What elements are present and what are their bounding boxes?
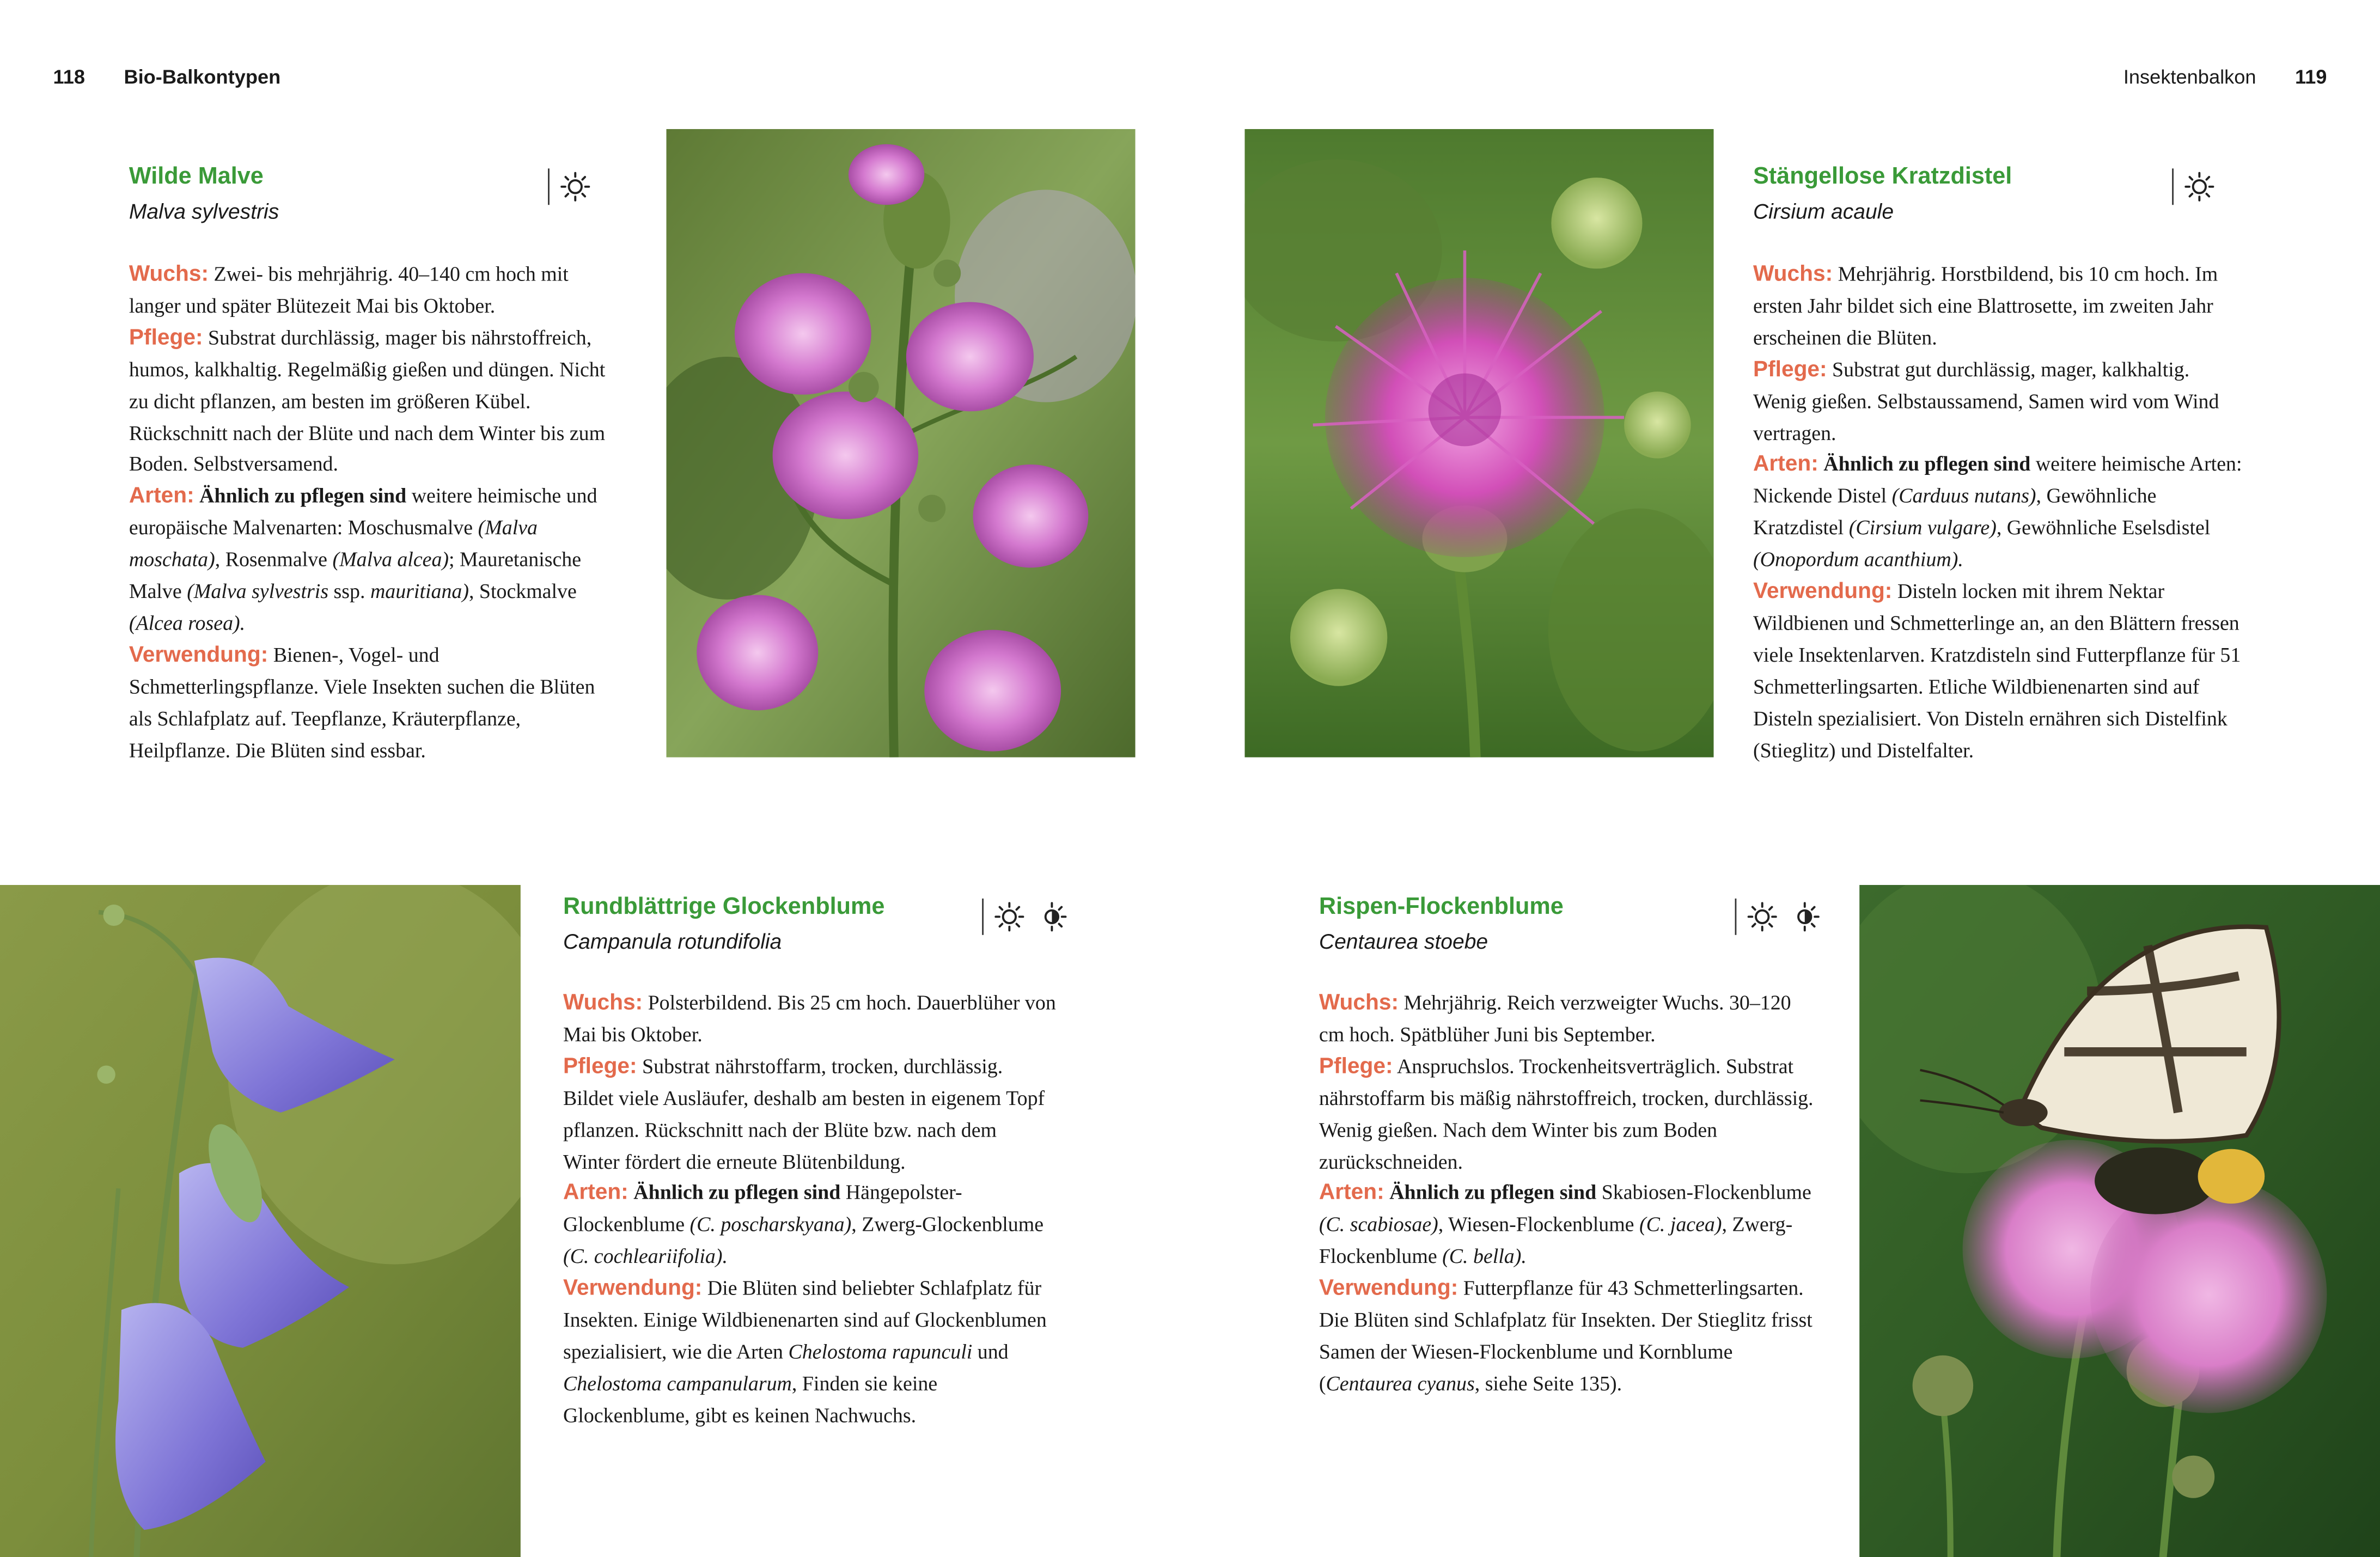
arten-latin: (Malva sylvestris <box>187 579 329 603</box>
arten-label: Arten: <box>563 1181 628 1206</box>
arten-text: , Zwerg-Glockenblume <box>851 1213 1044 1236</box>
arten-text: , Rosenmalve <box>215 548 333 571</box>
light-icons-cirsium <box>2172 167 2226 206</box>
plant-text-campanula <box>563 988 1057 1432</box>
pflege-text: Substrat gut durchlässig, mager, kalkhaltig. Wenig gießen. Selbstaussamend, Samen wird vom Wind vertragen. <box>1753 357 2219 444</box>
wuchs-label: Wuchs: <box>129 262 209 287</box>
verwendung-text: , Finden sie keine Glockenblume, gibt es keinen Nachwuchs. <box>563 1372 938 1427</box>
plant-name-cirsium: Stängellose Kratzdistel <box>1753 163 2012 190</box>
arten-paragraph <box>1319 1179 1820 1274</box>
pflege-label: Pflege: <box>563 1054 637 1079</box>
arten-latin: (Carduus nutans) <box>1891 485 2036 508</box>
verwendung-label: Verwendung: <box>129 643 268 668</box>
pflege-label: Pflege: <box>1319 1054 1393 1079</box>
arten-label: Arten: <box>129 485 194 509</box>
arten-latin: (Malva moschata) <box>129 516 538 571</box>
plant-text-centaurea <box>1319 988 1820 1400</box>
arten-bold: Ähnlich zu pflegen sind <box>1389 1181 1597 1205</box>
verwendung-paragraph <box>129 640 623 767</box>
sun-icon <box>994 901 1024 932</box>
plant-name-campanula: Rundblättrige Glockenblume <box>563 894 885 920</box>
verwendung-text: und <box>972 1340 1009 1363</box>
arten-text: , Wiesen-Flockenblume <box>1438 1213 1639 1236</box>
light-icons-centaurea <box>1735 897 1832 936</box>
arten-latin: (C. scabiosae) <box>1319 1213 1438 1236</box>
pflege-paragraph <box>563 1052 1057 1179</box>
verwendung-paragraph <box>563 1274 1057 1432</box>
arten-latin: (Cirsium vulgare) <box>1848 516 1997 540</box>
wuchs-text: Polsterbildend. Bis 25 cm hoch. Dauerblüher von Mai bis Oktober. <box>563 991 1056 1046</box>
arten-label: Arten: <box>1753 453 1818 478</box>
sun-icon <box>1747 901 1778 932</box>
light-icons-malva <box>548 167 602 206</box>
verwendung-text: Disteln locken mit ihrem Nektar Wildbienen und Schmetterlinge an, an den Blättern fressen viele Insektenlarven. Kratzdisteln sind Futterpflanze für 51 Schmetterlingsarten. Etliche Wildbienenarten sind auf Disteln spezialisiert. Von Disteln ernähren sich Distelfink (Stieglitz) und Distelfalter. <box>1753 579 2241 761</box>
arten-paragraph <box>1753 450 2247 577</box>
wuchs-paragraph <box>563 988 1057 1052</box>
arten-latin: (C. cochleariifolia). <box>563 1245 728 1268</box>
arten-text: ssp. <box>328 579 370 603</box>
wuchs-paragraph <box>1319 988 1820 1052</box>
right-page-number: 119 <box>2294 65 2327 88</box>
wuchs-text: Mehrjährig. Reich verzweigter Wuchs. 30–120 cm hoch. Spätblüher Juni bis September. <box>1319 991 1791 1046</box>
arten-latin: (C. poscharskyana) <box>689 1213 852 1236</box>
verwendung-latin: Chelostoma campanularum <box>563 1372 792 1395</box>
plant-latin-cirsium: Cirsium acaule <box>1753 199 1894 223</box>
pflege-text: Anspruchslos. Trockenheitsverträglich. Substrat nährstoffarm bis mäßig nährstoffreich, trocken, durchlässig. Wenig gießen. Nach dem Winter bis zum Boden zurückschneiden. <box>1319 1054 1814 1173</box>
wuchs-paragraph <box>1753 260 2247 355</box>
pflege-label: Pflege: <box>1753 357 1827 382</box>
photo-cirsium <box>1244 129 1713 758</box>
arten-text: Hängepolster-Glockenblume <box>563 1181 962 1236</box>
plant-text-malva <box>129 260 623 767</box>
pflege-paragraph <box>1753 355 2247 450</box>
light-icons-campanula <box>982 897 1079 936</box>
wuchs-label: Wuchs: <box>1753 262 1833 287</box>
wuchs-text: Mehrjährig. Horstbildend, bis 10 cm hoch. Im ersten Jahr bildet sich eine Blattrosette, im zweiten Jahr erscheinen die Blüten. <box>1753 262 2218 349</box>
arten-latin: (Alcea rosea). <box>129 612 246 634</box>
pflege-paragraph <box>1319 1052 1820 1179</box>
plant-text-cirsium <box>1753 260 2247 767</box>
half-shade-icon <box>1037 901 1067 932</box>
arten-text: , Gewöhnliche Eselsdistel <box>1996 516 2211 540</box>
pflege-text: Substrat nährstoffarm, trocken, durchlässig. Bildet viele Ausläufer, deshalb am besten in eigenem Topf pflanzen. Rückschnitt nach der Blüte bzw. nach dem Winter fördert die erneute Blütenbildung. <box>563 1054 1045 1173</box>
arten-text: , Zwerg-Flockenblume <box>1319 1213 1793 1268</box>
verwendung-text: Bienen-, Vogel- und Schmetterlingspflanze. Viele Insekten suchen die Blüten als Schlafplatz auf. Teepflanze, Kräuterpflanze, Heilpflanze. Die Blüten sind essbar. <box>129 643 595 761</box>
wuchs-label: Wuchs: <box>563 991 643 1016</box>
verwendung-paragraph <box>1753 577 2247 767</box>
plant-name-centaurea: Rispen-Flockenblume <box>1319 894 1564 920</box>
wuchs-label: Wuchs: <box>1319 991 1399 1016</box>
arten-latin: (Malva alcea) <box>332 548 449 571</box>
photo-campanula <box>0 885 521 1557</box>
right-page-header <box>2123 65 2327 90</box>
plant-name-malva: Wilde Malve <box>129 163 264 190</box>
verwendung-latin: Centaurea cyanus <box>1326 1372 1475 1395</box>
arten-text: ; Mauretanische Malve <box>129 548 582 603</box>
half-shade-icon <box>1790 901 1820 932</box>
verwendung-label: Verwendung: <box>1753 579 1893 605</box>
arten-text: , Gewöhnliche Kratzdistel <box>1753 485 2157 540</box>
verwendung-paragraph <box>1319 1274 1820 1401</box>
arten-text: , Stockmalve <box>468 579 577 603</box>
arten-bold: Ähnlich zu pflegen sind <box>199 485 407 508</box>
arten-latin: (C. jacea) <box>1639 1213 1722 1236</box>
verwendung-text: , siehe Seite 135). <box>1474 1372 1622 1395</box>
sun-icon <box>560 172 590 202</box>
left-section-title: Bio-Balkontypen <box>124 65 281 88</box>
arten-paragraph <box>129 481 623 640</box>
wuchs-text: Zwei- bis mehrjährig. 40–140 cm hoch mit langer und später Blütezeit Mai bis Oktober. <box>129 262 569 317</box>
sun-icon <box>2184 172 2214 202</box>
wuchs-paragraph <box>129 260 623 323</box>
left-page-number: 118 <box>53 65 86 88</box>
arten-bold: Ähnlich zu pflegen sind <box>633 1181 841 1205</box>
arten-text: weitere heimische Arten: Nickende Distel <box>1753 453 2242 508</box>
verwendung-text: Futterpflanze für 43 Schmetterlingsarten. Die Blüten sind Schlafplatz für Insekten. Der Stieglitz frisst Samen der Wiesen-Flockenblume und Kornblume ( <box>1319 1277 1813 1395</box>
plant-latin-malva: Malva sylvestris <box>129 199 279 223</box>
plant-latin-campanula: Campanula rotundifolia <box>563 929 782 954</box>
verwendung-latin: Chelostoma rapunculi <box>788 1340 973 1363</box>
verwendung-label: Verwendung: <box>563 1277 703 1301</box>
pflege-text: Substrat durchlässig, mager bis nährstoffreich, humos, kalkhaltig. Regelmäßig gießen und düngen. Nicht zu dicht pflanzen, am besten im größeren Kübel. Rückschnitt nach der Blüte und nach dem Winter bis zum Boden. Selbstversamend. <box>129 326 606 476</box>
arten-latin: (C. bella). <box>1442 1245 1527 1268</box>
right-section-title: Insektenbalkon <box>2123 65 2256 88</box>
arten-paragraph <box>563 1179 1057 1274</box>
arten-text: Skabiosen-Flockenblume <box>1596 1181 1811 1205</box>
left-page-header <box>53 65 281 90</box>
photo-malva <box>666 129 1135 758</box>
verwendung-label: Verwendung: <box>1319 1277 1458 1301</box>
verwendung-text: Die Blüten sind beliebter Schlafplatz für Insekten. Einige Wildbienenarten sind auf Glockenblumen spezialisiert, wie die Arten <box>563 1277 1047 1363</box>
pflege-paragraph <box>129 323 623 481</box>
arten-latin: mauritiana) <box>370 579 469 603</box>
arten-bold: Ähnlich zu pflegen sind <box>1823 453 2031 476</box>
pflege-label: Pflege: <box>129 326 203 351</box>
plant-latin-centaurea: Centaurea stoebe <box>1319 929 1488 954</box>
photo-centaurea-butterfly <box>1859 885 2380 1557</box>
arten-latin: (Onopordum acanthium). <box>1753 548 1963 571</box>
arten-text: weitere heimische und europäische Malvenarten: Moschusmalve <box>129 485 597 540</box>
arten-label: Arten: <box>1319 1181 1384 1206</box>
